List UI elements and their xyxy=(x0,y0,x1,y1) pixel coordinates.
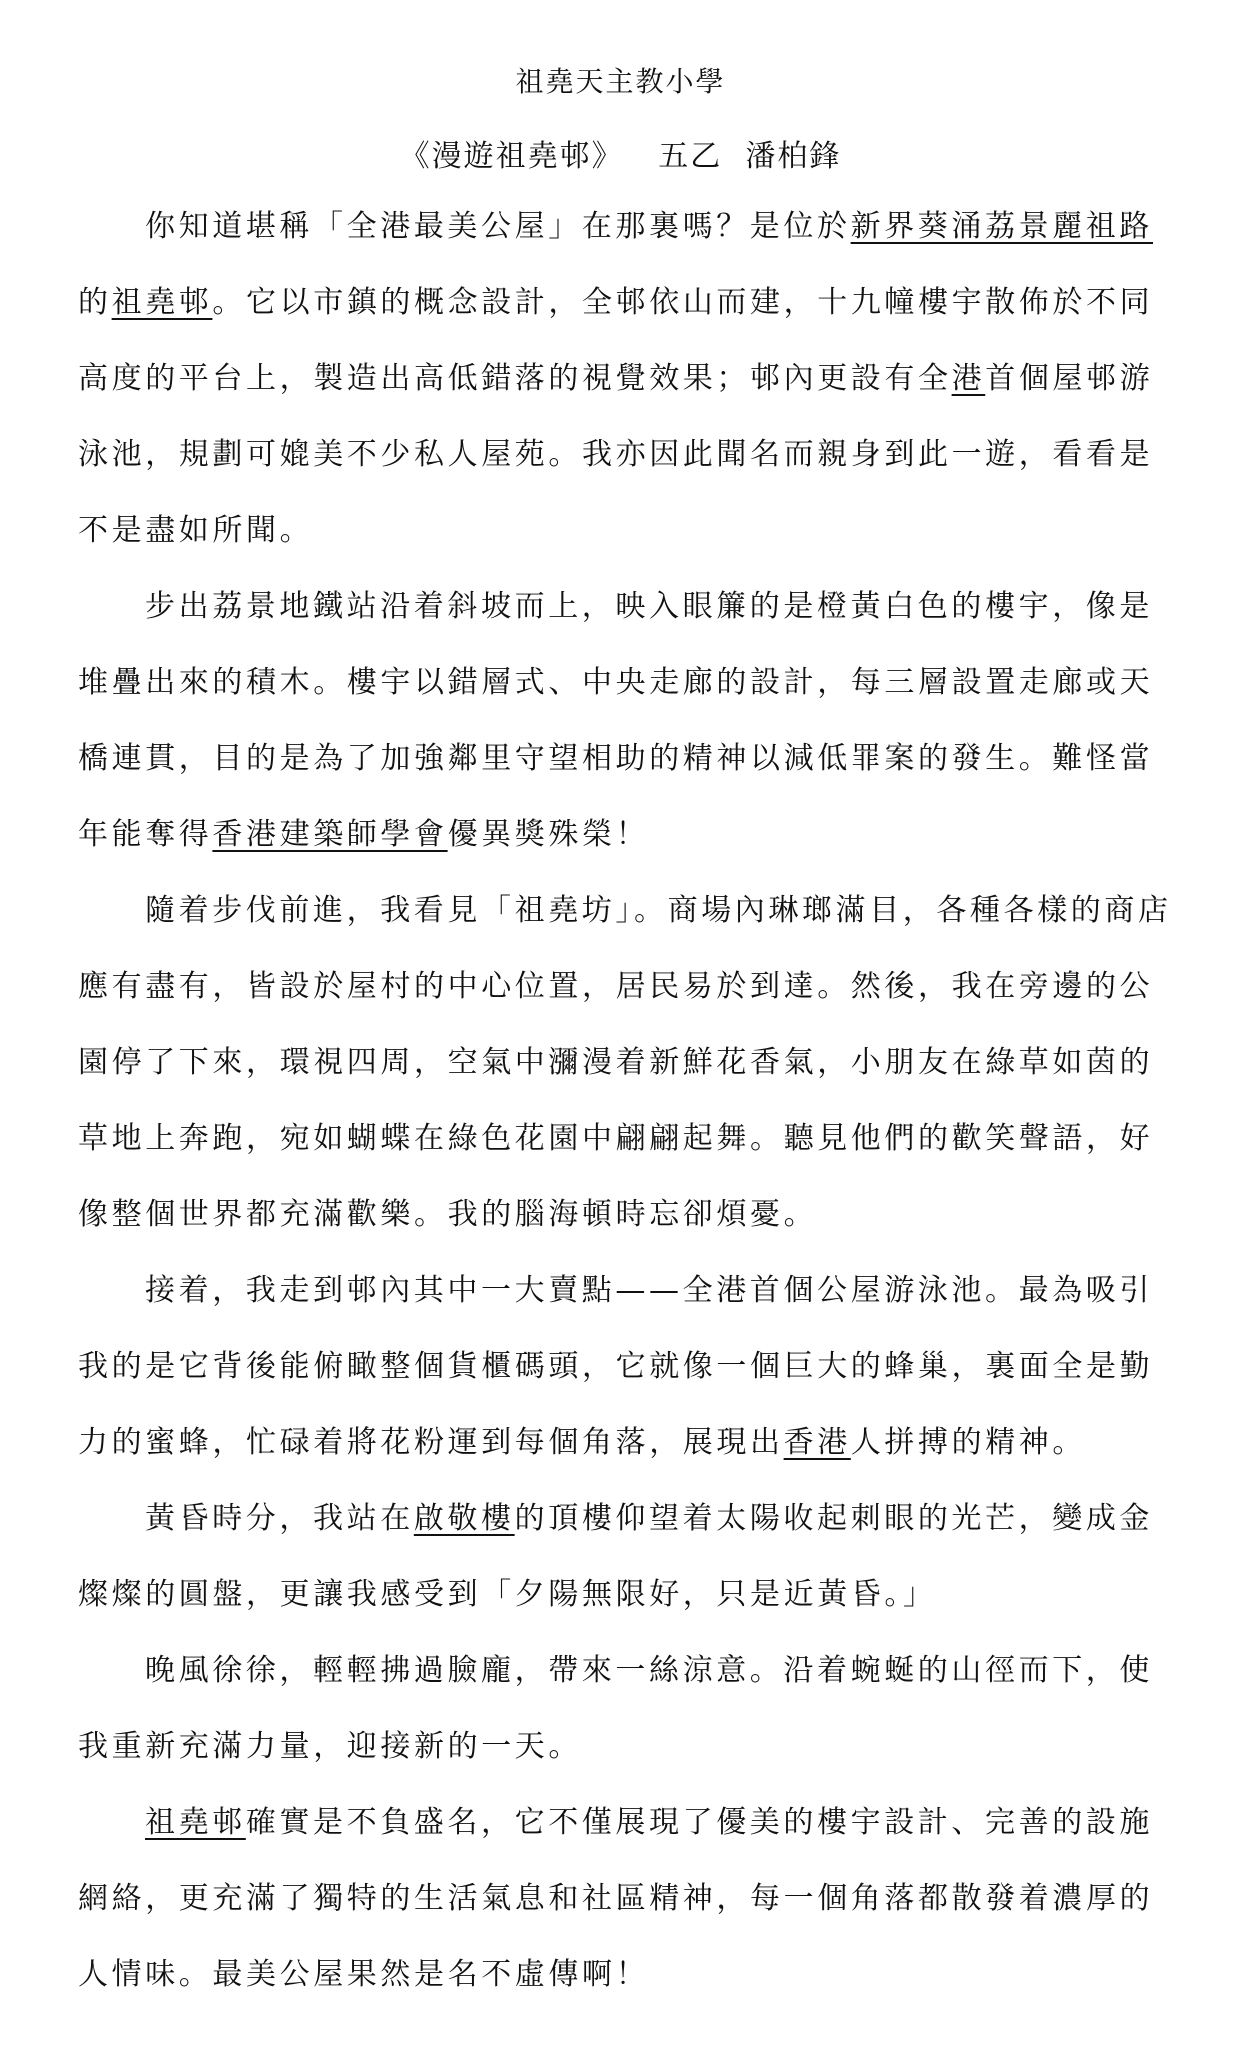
text-segment: 優異獎殊榮！ xyxy=(447,817,650,852)
text-line xyxy=(78,1878,1153,1920)
proper-noun-underlined: 香港 xyxy=(783,1425,851,1460)
text-segment: 首個屋邨游 xyxy=(985,361,1154,396)
text-line xyxy=(78,1574,937,1616)
text-line xyxy=(145,586,1153,628)
text-segment: 的頂樓仰望着太陽收起刺眼的光芒，變成金 xyxy=(514,1501,1154,1536)
school-name: 祖堯天主教小學 xyxy=(515,65,726,98)
text-line xyxy=(78,966,1153,1008)
text-segment: 橋連貫，目的是為了加強鄰里守望相助的精神以減低罪案的發生。難怪當 xyxy=(78,741,1154,776)
text-line xyxy=(78,1422,1086,1464)
text-line xyxy=(78,510,313,552)
text-line xyxy=(145,1270,1153,1312)
text-segment: 隨着步伐前進，我看見「祖堯坊」。商場內琳瑯滿目，各種各樣的商店 xyxy=(145,893,1172,928)
text-segment: 確實是不負盛名，它不僅展現了優美的樓宇設計、完善的設施 xyxy=(245,1805,1154,1840)
essay-author: 潘柏鋒 xyxy=(745,139,842,174)
text-segment: 黃昏時分，我站在 xyxy=(145,1501,414,1536)
text-segment: 像整個世界都充滿歡樂。我的腦海頓時忘卻煩憂。 xyxy=(78,1197,818,1232)
text-segment: 網絡，更充滿了獨特的生活氣息和社區精神，每一個角落都散發着濃厚的 xyxy=(78,1881,1154,1916)
text-segment: 人情味。最美公屋果然是名不虛傳啊！ xyxy=(78,1957,650,1992)
text-line xyxy=(78,1042,1153,1084)
text-segment: 年能奪得 xyxy=(78,817,213,852)
proper-noun-underlined: 港 xyxy=(951,361,986,396)
text-line xyxy=(78,434,1153,476)
essay-title: 《漫遊祖堯邨》 xyxy=(399,139,624,174)
heading-spacer xyxy=(722,139,745,174)
text-segment: 我的是它背後能俯瞰整個貨櫃碼頭，它就像一個巨大的蜂巢，裏面全是勤 xyxy=(78,1349,1154,1384)
text-segment: 接着，我走到邨內其中一大賣點——全港首個公屋游泳池。最為吸引 xyxy=(145,1273,1153,1308)
text-line xyxy=(145,206,1153,248)
text-line xyxy=(78,814,649,856)
text-segment: 步出荔景地鐵站沿着斜坡而上，映入眼簾的是橙黃白色的樓宇，像是 xyxy=(145,589,1153,624)
text-segment: 高度的平台上，製造出高低錯落的視覺效果；邨內更設有全 xyxy=(78,361,952,396)
text-segment: 不是盡如所聞。 xyxy=(78,513,314,548)
text-line xyxy=(78,1194,817,1236)
text-line xyxy=(78,738,1153,780)
text-segment: 的 xyxy=(78,285,112,320)
text-segment: 泳池，規劃可媲美不少私人屋苑。我亦因此聞名而親身到此一遊，看看是 xyxy=(78,437,1154,472)
text-segment: 應有盡有，皆設於屋村的中心位置，居民易於到達。然後，我在旁邊的公 xyxy=(78,969,1154,1004)
text-segment: 燦燦的圓盤，更讓我感受到「夕陽無限好，只是近黃昏。」 xyxy=(78,1577,937,1612)
text-segment: 力的蜜蜂，忙碌着將花粉運到每個角落，展現出 xyxy=(78,1425,784,1460)
text-line xyxy=(145,1650,1153,1692)
text-segment: 。它以市鎮的概念設計，全邨依山而建，十九幢樓宇散佈於不同 xyxy=(212,285,1154,320)
text-segment: 草地上奔跑，宛如蝴蝶在綠色花園中翩翩起舞。聽見他們的歡笑聲語，好 xyxy=(78,1121,1154,1156)
text-line xyxy=(78,1346,1153,1388)
text-line xyxy=(145,890,1172,932)
heading-spacer xyxy=(624,139,659,174)
proper-noun-underlined: 香港建築師學會 xyxy=(212,817,448,852)
text-line xyxy=(78,1954,649,1996)
text-line xyxy=(78,1118,1153,1160)
text-line xyxy=(145,1498,1153,1540)
essay-heading xyxy=(0,136,1241,178)
text-segment: 你知道堪稱「全港最美公屋」在那裏嗎？是位於 xyxy=(145,209,851,244)
text-line xyxy=(78,662,1153,704)
proper-noun-underlined: 啟敬樓 xyxy=(413,1501,515,1536)
essay-class: 五乙 xyxy=(658,139,723,174)
proper-noun-underlined: 新界葵涌荔景麗祖路 xyxy=(850,209,1154,244)
text-segment: 園停了下來，環視四周，空氣中瀰漫着新鮮花香氣，小朋友在綠草如茵的 xyxy=(78,1045,1154,1080)
text-line xyxy=(145,1802,1153,1844)
text-segment: 堆疊出來的積木。樓宇以錯層式、中央走廊的設計，每三層設置走廊或天 xyxy=(78,665,1154,700)
text-segment: 人拼搏的精神。 xyxy=(850,1425,1087,1460)
text-segment: 我重新充滿力量，迎接新的一天。 xyxy=(78,1729,582,1764)
proper-noun-underlined: 祖堯邨 xyxy=(111,285,213,320)
text-line xyxy=(78,282,1153,324)
text-line xyxy=(78,358,1153,400)
text-segment: 晚風徐徐，輕輕拂過臉龐，帶來一絲涼意。沿着蜿蜒的山徑而下，使 xyxy=(145,1653,1153,1688)
proper-noun-underlined: 祖堯邨 xyxy=(145,1805,246,1840)
text-line xyxy=(78,1726,582,1768)
